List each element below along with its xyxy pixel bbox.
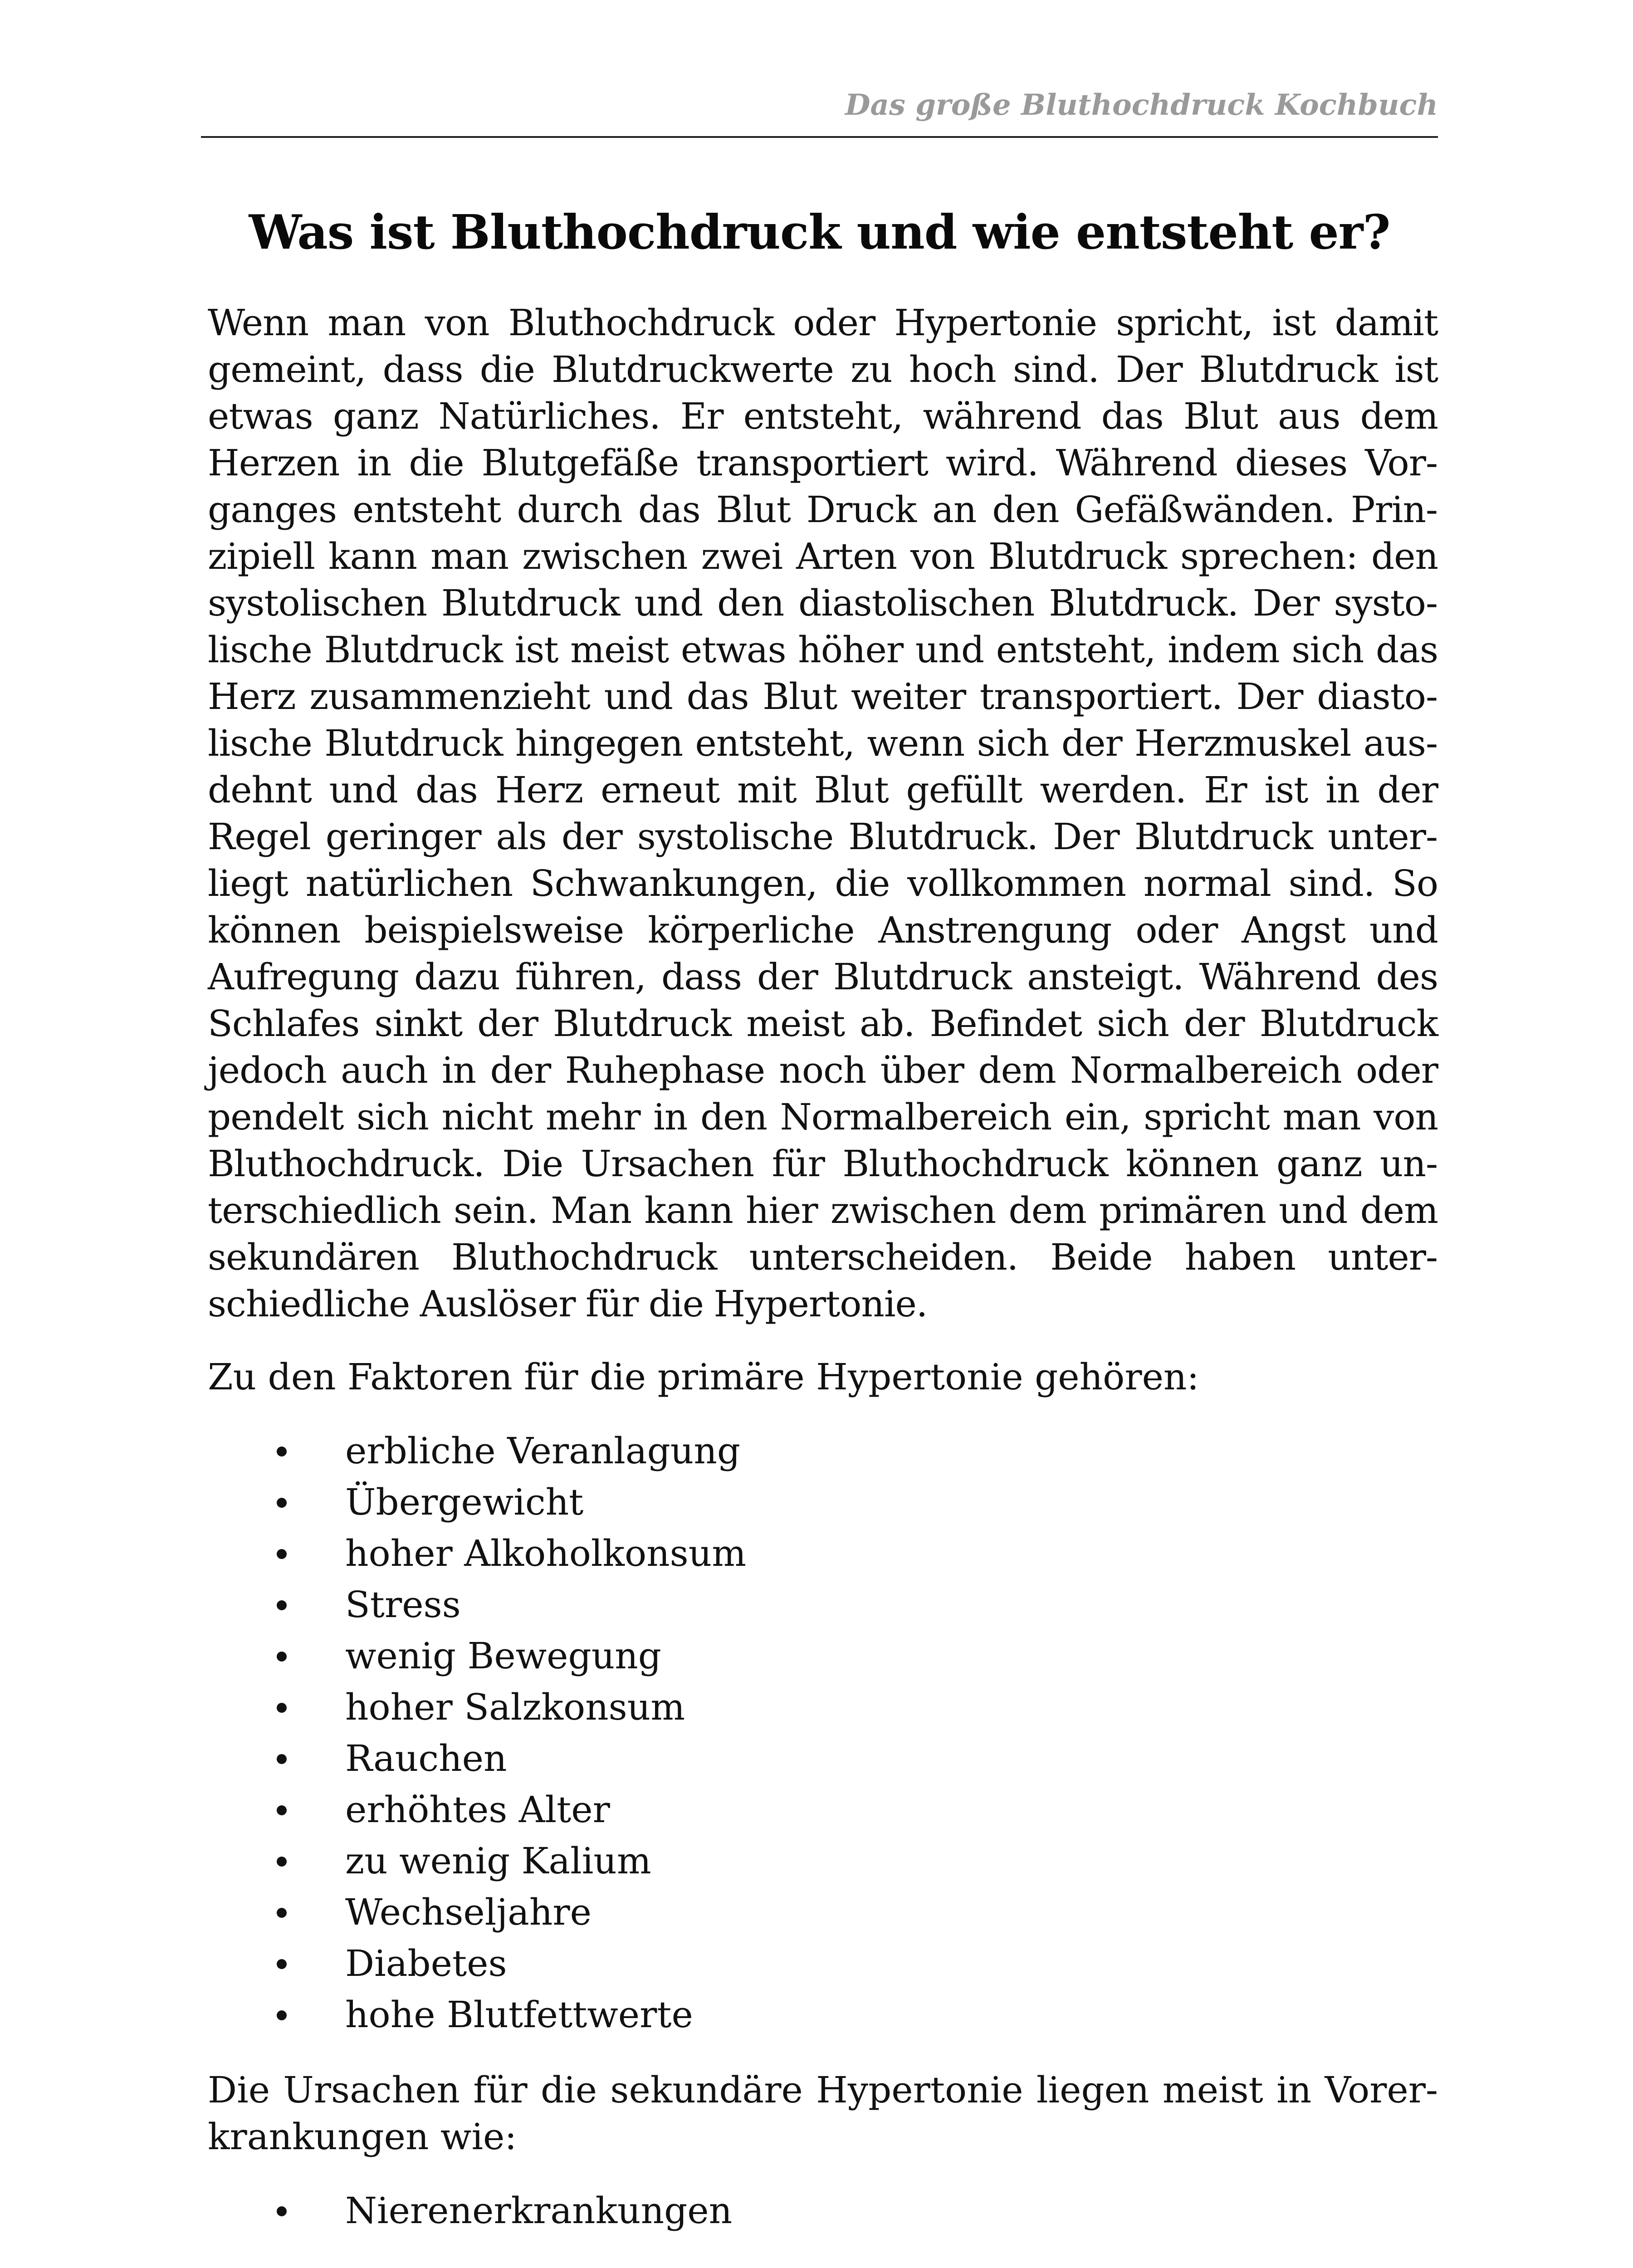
secondary-factors-list bbox=[208, 2185, 1438, 2236]
list-item-text: hoher Salzkonsum bbox=[345, 1686, 685, 1728]
list-item bbox=[208, 1733, 1438, 1784]
chapter-title: Was ist Bluthochdruck und wie entsteht er? bbox=[249, 204, 1390, 260]
list-item-text: erbliche Veranlagung bbox=[345, 1430, 741, 1472]
secondary-factors-lead: Die Ursachen für die sekundäre Hypertonie liegen meist in Vorerkrankungen wie: bbox=[208, 2069, 1438, 2158]
list-item bbox=[208, 1425, 1438, 1476]
list-item-text: zu wenig Kalium bbox=[345, 1840, 651, 1882]
list-item bbox=[208, 1681, 1438, 1733]
list-item bbox=[208, 1528, 1438, 1579]
list-item bbox=[208, 1784, 1438, 1835]
list-item-text: wenig Bewegung bbox=[345, 1635, 661, 1677]
primary-factors-list bbox=[208, 1425, 1438, 2040]
header-rule bbox=[201, 136, 1438, 138]
running-header-title: Das große Bluthochdruck Kochbuch bbox=[845, 88, 1438, 122]
page-content bbox=[208, 299, 1438, 2236]
primary-factors-lead: Zu den Faktoren für die primäre Hypertonie gehören: bbox=[208, 1356, 1199, 1398]
list-item-text: Diabetes bbox=[345, 1942, 507, 1984]
list-item bbox=[208, 1835, 1438, 1887]
list-item bbox=[208, 1579, 1438, 1630]
list-item-text: Rauchen bbox=[345, 1737, 507, 1779]
list-item-text: hoher Alkoholkonsum bbox=[345, 1532, 747, 1574]
list-item-text: hohe Blutfettwerte bbox=[345, 1994, 693, 2036]
list-item bbox=[208, 2185, 1438, 2236]
list-item bbox=[208, 1938, 1438, 1989]
list-item bbox=[208, 1989, 1438, 2040]
list-item bbox=[208, 1476, 1438, 1528]
list-item bbox=[208, 1887, 1438, 1938]
list-item-text: Übergewicht bbox=[345, 1481, 584, 1523]
intro-paragraph: Wenn man von Bluthochdruck oder Hypertonie spricht, ist damit gemeint, dass die Blutdruckwerte zu hoch sind. Der Blutdruck ist etwas ganz Natürliches. Er entsteht, während das Blut aus dem Herzen in die Blutgefäße transportiert wird. Während dieses Vorganges entsteht durch das Blut Druck an den Gefäßwänden. Prinzipiell kann man zwischen zwei Arten von Blutdruck sprechen: den systolischen Blutdruck und den diastolischen Blutdruck. Der systolische Blutdruck ist meist etwas höher und entsteht, indem sich das Herz zusammenzieht und das Blut weiter transportiert. Der diastolische Blutdruck hingegen entsteht, wenn sich der Herzmuskel ausdehnt und das Herz erneut mit Blut gefüllt werden. Er ist in der Regel geringer als der systolische Blutdruck. Der Blutdruck unterliegt natürlichen Schwankungen, die vollkommen normal sind. So können beispielsweise körperliche Anstrengung oder Angst und Aufregung dazu führen, dass der Blutdruck ansteigt. Während des Schlafes sinkt der Blutdruck meist ab. Befindet sich der Blutdruck jedoch auch in der Ruhephase noch über dem Normalbereich oder pendelt sich nicht mehr in den Normalbereich ein, spricht man von Bluthochdruck. Die Ursachen für Bluthochdruck können ganz unterschiedlich sein. Man kann hier zwischen dem primären und dem sekundären Bluthochdruck unterscheiden. Beide haben unterschiedliche Auslöser für die Hypertonie. bbox=[208, 302, 1438, 1325]
list-item bbox=[208, 1630, 1438, 1681]
list-item-text: Nierenerkrankungen bbox=[345, 2190, 733, 2232]
list-item-text: Stress bbox=[345, 1584, 461, 1626]
list-item-text: Wechseljahre bbox=[345, 1891, 592, 1933]
list-item-text: erhöhtes Alter bbox=[345, 1789, 610, 1831]
